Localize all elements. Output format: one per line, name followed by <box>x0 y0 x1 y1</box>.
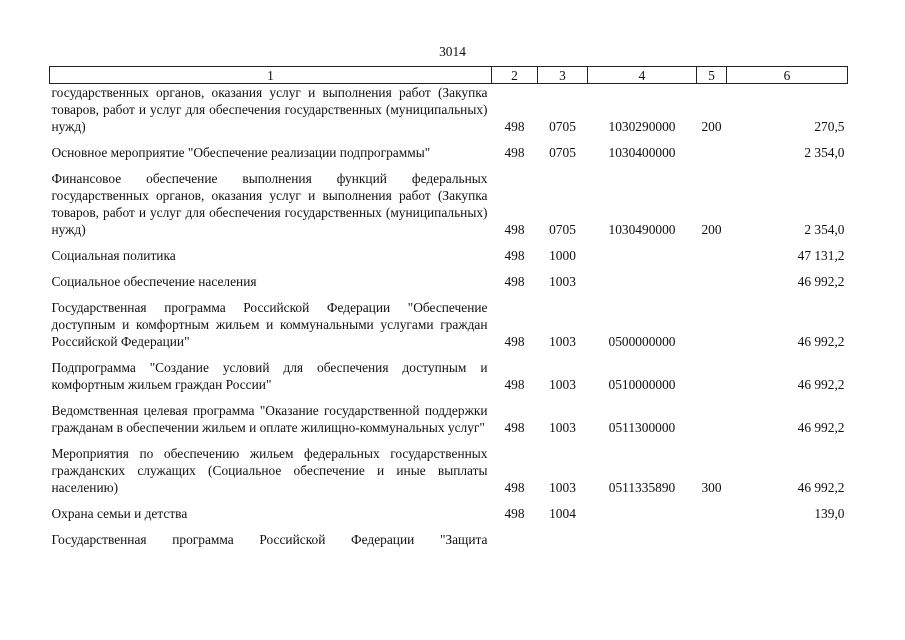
row-amount: 139,0 <box>814 506 845 521</box>
row-expense-type <box>697 393 727 436</box>
table-row <box>50 393 848 436</box>
row-expense-type: 300 <box>701 480 722 495</box>
row-name: Ведомственная целевая программа "Оказание государственной поддержки гражданам в обеспечении жильем и оплате жилищно-коммунальных услуг" <box>51 403 488 435</box>
column-header-4: 4 <box>588 67 697 84</box>
table-row <box>50 135 848 161</box>
row-target-code <box>588 264 697 290</box>
row-amount: 270,5 <box>814 119 845 134</box>
column-header-5: 5 <box>697 67 727 84</box>
row-ministry-code: 498 <box>504 145 525 160</box>
row-target-code <box>588 238 697 264</box>
row-ministry-code: 498 <box>504 119 525 134</box>
table-row <box>50 161 848 238</box>
row-target-code: 0510000000 <box>608 377 676 392</box>
table-row <box>50 238 848 264</box>
row-section-code: 0705 <box>549 145 576 160</box>
table-header-row <box>50 67 848 84</box>
row-amount: 47 131,2 <box>797 248 845 263</box>
row-name: Мероприятия по обеспечению жильем федеральных государственных гражданских служащих (Социальное обеспечение и иные выплаты населению) <box>51 446 488 495</box>
row-ministry-code <box>492 522 538 548</box>
row-ministry-code: 498 <box>504 506 525 521</box>
row-expense-type: 200 <box>701 119 722 134</box>
row-ministry-code: 498 <box>504 377 525 392</box>
column-header-1: 1 <box>50 67 492 84</box>
row-name: Основное мероприятие "Обеспечение реализации подпрограммы" <box>51 145 431 160</box>
row-section-code: 0705 <box>549 119 576 134</box>
row-section-code: 1004 <box>549 506 576 521</box>
row-ministry-code: 498 <box>504 248 525 263</box>
row-section-code: 1003 <box>549 377 576 392</box>
row-expense-type <box>697 522 727 548</box>
row-section-code: 1003 <box>549 274 576 289</box>
budget-table <box>49 66 848 548</box>
table-row <box>50 496 848 522</box>
row-amount <box>727 522 848 548</box>
table-row <box>50 350 848 393</box>
table-row <box>50 264 848 290</box>
row-section-code: 1003 <box>549 420 576 435</box>
row-target-code: 0511300000 <box>608 420 676 435</box>
row-name: государственных органов, оказания услуг и выполнения работ (Закупка товаров, работ и услуг для обеспечения государственных (муниципальных) нужд) <box>51 85 488 134</box>
row-expense-type <box>697 264 727 290</box>
table-row <box>50 84 848 136</box>
row-name: Финансовое обеспечение выполнения функций федеральных государственных органов, оказания услуг и выполнения работ (Закупка товаров, работ и услуг для обеспечения государственных (муниципальных) нужд) <box>51 171 488 237</box>
table-row <box>50 436 848 496</box>
row-target-code: 1030490000 <box>608 222 676 237</box>
row-section-code: 1003 <box>549 334 576 349</box>
row-name: Государственная программа Российской Федерации "Защита <box>51 532 488 547</box>
row-expense-type: 200 <box>701 222 722 237</box>
row-target-code <box>588 522 697 548</box>
row-expense-type <box>697 350 727 393</box>
row-target-code <box>588 496 697 522</box>
row-expense-type <box>697 135 727 161</box>
row-ministry-code: 498 <box>504 274 525 289</box>
row-target-code: 0500000000 <box>608 334 676 349</box>
row-amount: 46 992,2 <box>797 480 845 495</box>
column-header-3: 3 <box>538 67 588 84</box>
row-target-code: 1030400000 <box>608 145 676 160</box>
column-header-6: 6 <box>727 67 848 84</box>
row-name: Государственная программа Российской Федерации "Обеспечение доступным и комфортным жильем и коммунальными услугами граждан Российской Федерации" <box>51 300 488 349</box>
row-name: Охрана семьи и детства <box>51 506 188 521</box>
row-amount: 46 992,2 <box>797 334 845 349</box>
row-ministry-code: 498 <box>504 222 525 237</box>
row-amount: 46 992,2 <box>797 377 845 392</box>
row-target-code: 0511335890 <box>608 480 676 495</box>
page-number: 3014 <box>439 44 466 59</box>
row-ministry-code: 498 <box>504 480 525 495</box>
row-ministry-code: 498 <box>504 334 525 349</box>
row-amount: 46 992,2 <box>797 420 845 435</box>
row-name: Социальное обеспечение населения <box>51 274 257 289</box>
row-section-code: 1003 <box>549 480 576 495</box>
row-expense-type <box>697 496 727 522</box>
row-amount: 46 992,2 <box>797 274 845 289</box>
row-target-code: 1030290000 <box>608 119 676 134</box>
row-section-code: 0705 <box>549 222 576 237</box>
row-section-code <box>538 522 588 548</box>
column-header-2: 2 <box>492 67 538 84</box>
row-ministry-code: 498 <box>504 420 525 435</box>
table-row <box>50 522 848 548</box>
row-amount: 2 354,0 <box>804 145 845 160</box>
row-expense-type <box>697 290 727 350</box>
row-section-code: 1000 <box>549 248 576 263</box>
row-expense-type <box>697 238 727 264</box>
row-name: Подпрограмма "Создание условий для обеспечения доступным и комфортным жильем граждан России" <box>51 360 488 392</box>
row-amount: 2 354,0 <box>804 222 845 237</box>
row-name: Социальная политика <box>51 248 176 263</box>
table-row <box>50 290 848 350</box>
